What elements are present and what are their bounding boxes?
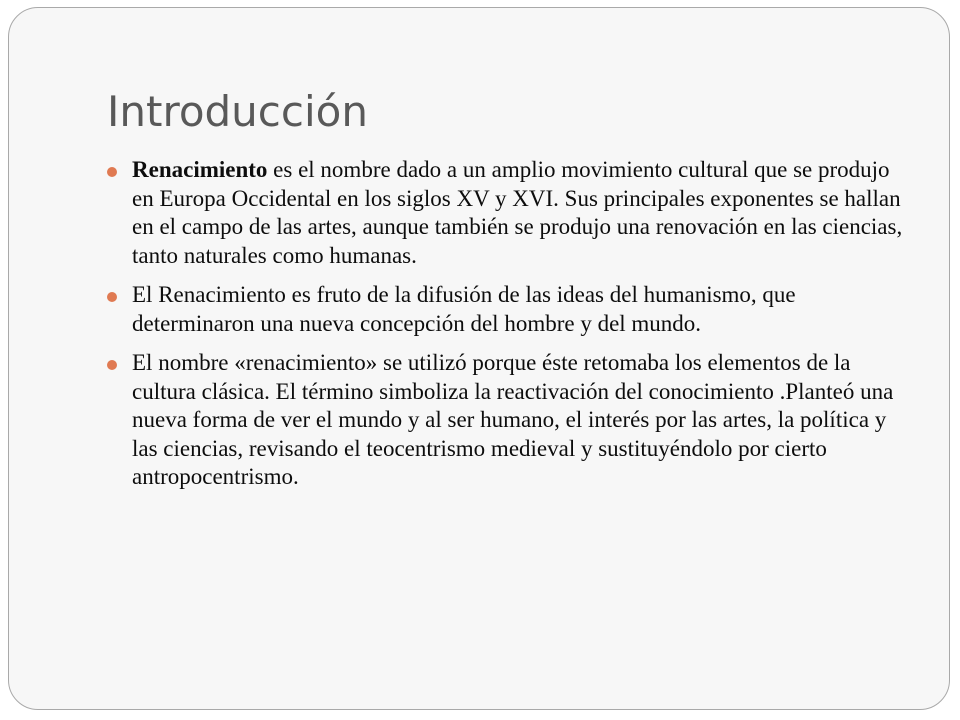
bullet-dot-icon xyxy=(107,292,117,302)
bullet-body-text: es el nombre dado a un amplio movimiento cultural que se produjo en Europa Occidental en los siglos XV y XVI. Sus principales exponentes se hallan en el campo de las artes, aunque también se produjo una renovación en las ciencias, tanto naturales como humanas. xyxy=(132,157,903,268)
bullet-text xyxy=(132,156,907,270)
bullet-body-text: El nombre «renacimiento» se utilizó porque éste retomaba los elementos de la cultura clásica. El término simboliza la reactivación del conocimiento .Planteó una nueva forma de ver el mundo y al ser humano, el interés por las artes, la política y las ciencias, revisando el teocentrismo medieval y sustituyéndolo por cierto antropocentrismo. xyxy=(132,350,894,489)
bullet-item xyxy=(107,281,907,338)
bullet-text xyxy=(132,281,907,338)
bullet-dot-icon xyxy=(107,167,117,177)
slide-title: Introducción xyxy=(107,87,368,136)
bullet-dot-icon xyxy=(107,360,117,370)
bullet-strong-text: Renacimiento xyxy=(132,157,268,182)
bullet-item xyxy=(107,156,907,270)
bullet-body-text: El Renacimiento es fruto de la difusión de las ideas del humanismo, que determinaron una nueva concepción del hombre y del mundo. xyxy=(132,282,796,336)
bullet-text xyxy=(132,349,907,492)
bullet-list xyxy=(107,156,907,503)
bullet-item xyxy=(107,349,907,492)
